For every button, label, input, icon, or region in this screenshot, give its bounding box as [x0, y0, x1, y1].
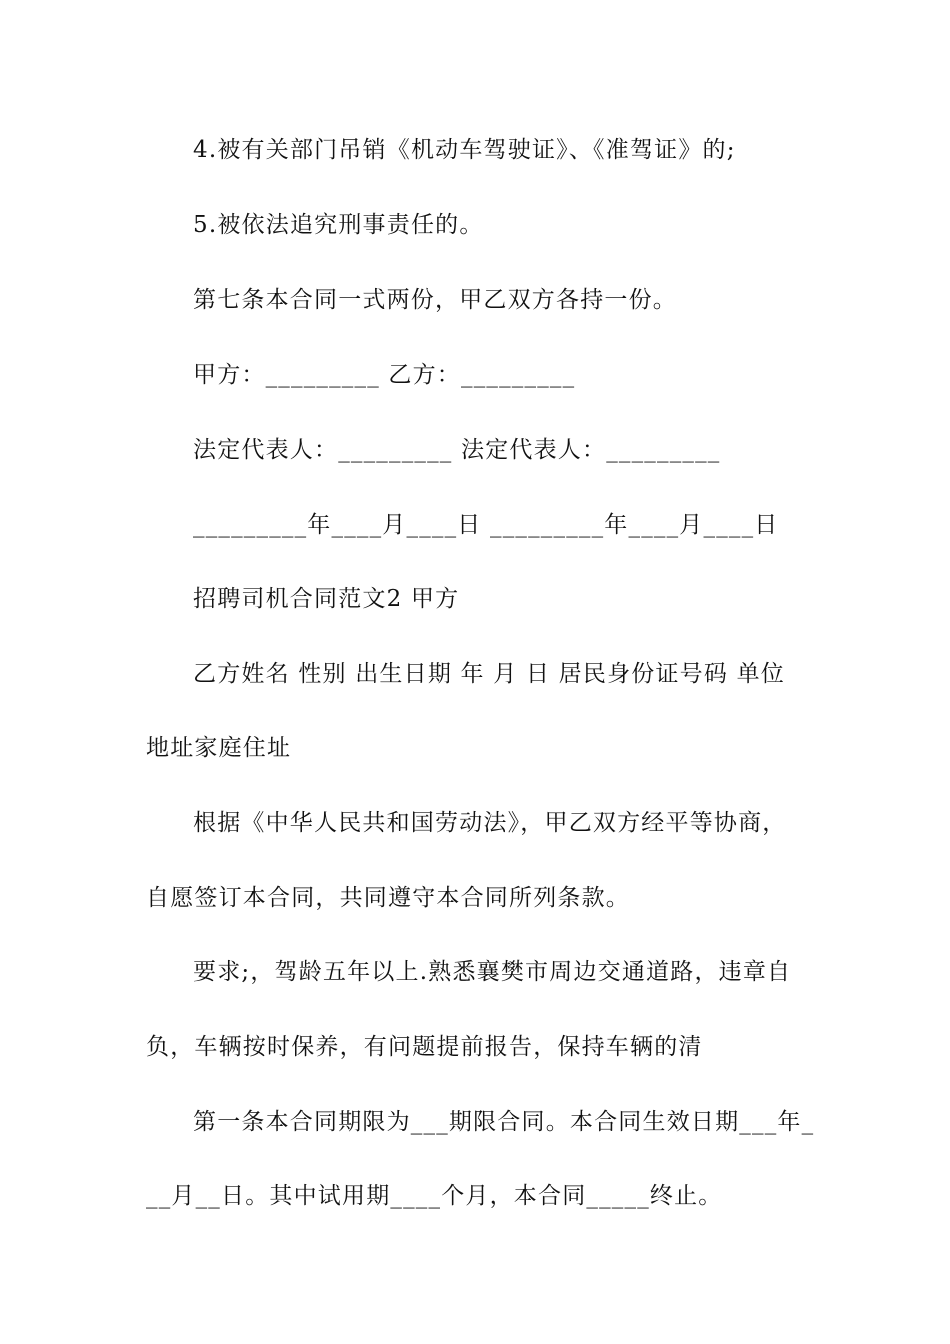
paragraph-line: 5.被依法追究刑事责任的。	[193, 212, 484, 238]
paragraph-line: __月__日。其中试用期____个月，本合同_____终止。	[146, 1183, 723, 1209]
paragraph-line: 要求;，驾龄五年以上.熟悉襄樊市周边交通道路，违章自	[193, 959, 792, 985]
paragraph-line: 第一条本合同期限为___期限合同。本合同生效日期___年_	[193, 1109, 815, 1135]
signature-line-representative: 法定代表人：_________ 法定代表人：_________	[193, 437, 721, 463]
paragraph-line: 根据《中华人民共和国劳动法》，甲乙双方经平等协商，	[193, 810, 787, 836]
paragraph-line: 自愿签订本合同，共同遵守本合同所列条款。	[146, 885, 630, 911]
paragraph-line: 第七条本合同一式两份，甲乙双方各持一份。	[193, 287, 677, 313]
paragraph-line: 4.被有关部门吊销《机动车驾驶证》、《准驾证》的;	[193, 137, 736, 163]
section-title: 招聘司机合同范文2 甲方	[193, 586, 460, 612]
signature-line-date: _________年____月____日 _________年____月____日	[193, 512, 779, 538]
paragraph-line: 负，车辆按时保养，有问题提前报告，保持车辆的清	[146, 1034, 703, 1060]
paragraph-line: 地址家庭住址	[146, 735, 292, 761]
paragraph-line: 乙方姓名 性别 出生日期 年 月 日 居民身份证号码 单位	[193, 661, 785, 687]
signature-line-party: 甲方：_________ 乙方：_________	[193, 362, 576, 388]
